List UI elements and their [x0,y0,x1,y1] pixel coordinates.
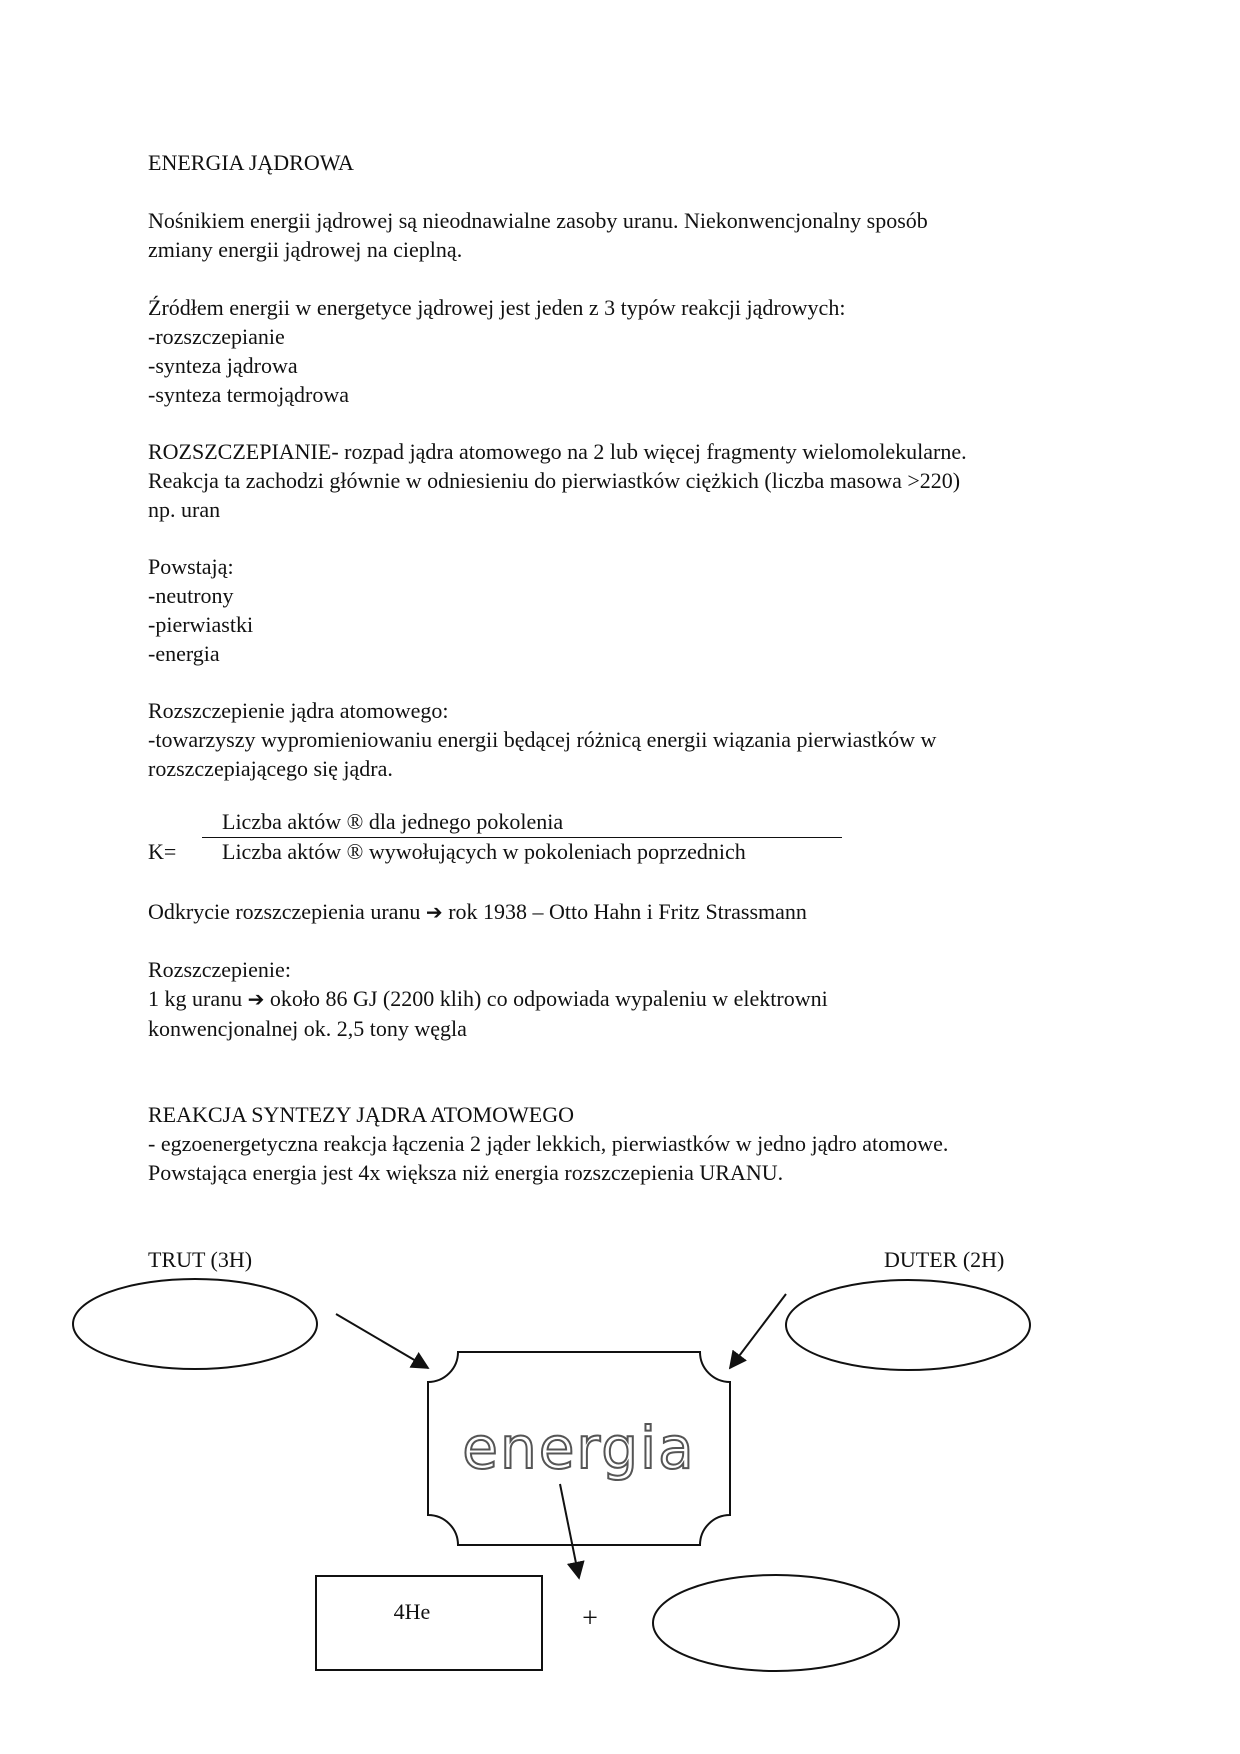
fission-fact-after: około 86 GJ (2200 klih) co odpowiada wypaleniu w elektrowni [269,986,828,1011]
fusion-heading: REAKCJA SYNTEZY JĄDRA ATOMOWEGO [148,1102,574,1127]
arrow-from-deuterium [730,1294,786,1368]
fission-def-line: np. uran [148,497,221,522]
products-item: -energia [148,641,220,666]
formula-denominator: Liczba aktów ® wywołujących w pokoleniach poprzednich [222,839,746,864]
sources-item: -rozszczepianie [148,324,285,349]
helium-label: 4He [393,1599,431,1624]
formula-lhs: K= [148,839,177,864]
products-item: -neutrony [148,583,234,608]
trit-label: TRUT (3H) [148,1247,253,1272]
products-item: -pierwiastki [148,612,254,637]
fusion-line: Powstająca energia jest 4x większa niż energia rozszczepienia URANU. [148,1160,784,1185]
plus-sign: + [582,1603,598,1634]
sources-heading: Źródłem energii w energetyce jądrowej jest jeden z 3 typów reakcji jądrowych: [148,295,846,320]
fission-energy-line: rozszczepiającego się jądra. [148,756,393,781]
energy-word: energia [462,1414,696,1482]
deuterium-ellipse [786,1280,1030,1370]
discovery-before: Odkrycie rozszczepienia uranu [148,899,421,924]
right-arrow-icon: ➔ [425,900,443,924]
fission-def-line: Reakcja ta zachodzi głównie w odniesieniu do pierwiastków ciężkich (liczba masowa >220) [148,468,961,493]
fission-fact-heading: Rozszczepienie: [148,957,291,982]
deut-label: DUTER (2H) [884,1247,1005,1272]
arrow-to-products [560,1484,579,1578]
fission-energy-line: -towarzyszy wypromieniowaniu energii będącej różnicą energii wiązania pierwiastków w [148,727,937,752]
arrow-from-tritium [336,1314,428,1368]
tritium-ellipse [73,1279,317,1369]
fission-def-line: ROZSZCZEPIANIE- rozpad jądra atomowego na 2 lub więcej fragmenty wielomolekularne. [148,439,967,464]
neutron-ellipse [653,1575,899,1671]
title-text: ENERGIA JĄDROWA [148,150,354,175]
fission-energy-line: Rozszczepienie jądra atomowego: [148,698,449,723]
formula-numerator: Liczba aktów ® dla jednego pokolenia [222,809,564,834]
right-arrow-icon: ➔ [247,987,265,1011]
intro-line: Nośnikiem energii jądrowej są nieodnawialne zasoby uranu. Niekonwencjonalny sposób [148,208,928,233]
fission-fact-before: 1 kg uranu [148,986,243,1011]
fission-fact-line2: konwencjonalnej ok. 2,5 tony węgla [148,1016,467,1041]
sources-item: -synteza jądrowa [148,353,298,378]
discovery-after: rok 1938 – Otto Hahn i Fritz Strassmann [448,899,807,924]
sources-item: -synteza termojądrowa [148,382,349,407]
products-heading: Powstają: [148,554,234,579]
fusion-line: - egzoenergetyczna reakcja łączenia 2 jąder lekkich, pierwiastków w jedno jądro atomowe. [148,1131,949,1156]
intro-line: zmiany energii jądrowej na cieplną. [148,237,463,262]
